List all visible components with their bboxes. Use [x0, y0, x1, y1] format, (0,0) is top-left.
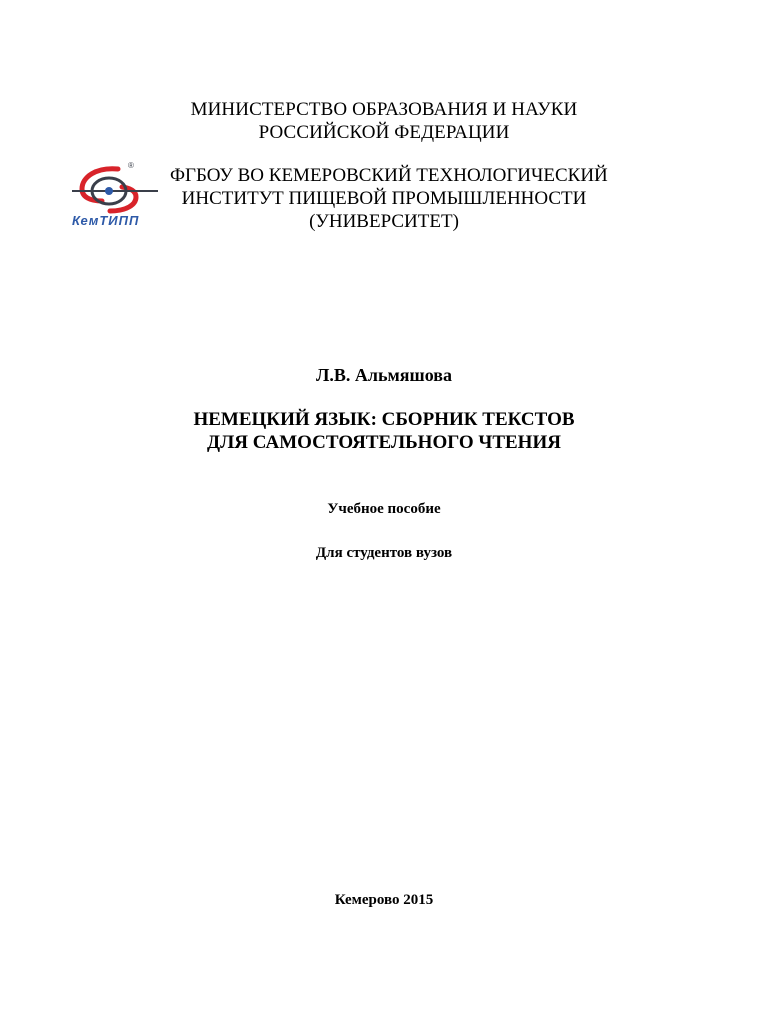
audience-line: Для студентов вузов — [315, 545, 453, 561]
place-year: Кемерово 2015 — [334, 892, 434, 908]
institute-line-3: (УНИВЕРСИТЕТ) — [309, 211, 459, 232]
ministry-line-2: РОССИЙСКОЙ ФЕДЕРАЦИИ — [258, 122, 510, 143]
institute-logo — [66, 163, 162, 231]
book-title-line-1: НЕМЕЦКИЙ ЯЗЫК: СБОРНИК ТЕКСТОВ — [193, 409, 575, 430]
institute-line-2: ИНСТИТУТ ПИЩЕВОЙ ПРОМЫШЛЕННОСТИ — [181, 188, 587, 209]
book-subtitle: Учебное пособие — [327, 501, 441, 517]
institute-line-1: ФГБОУ ВО КЕМЕРОВСКИЙ ТЕХНОЛОГИЧЕСКИЙ — [170, 165, 608, 186]
logo-registered-mark: ® — [128, 161, 134, 170]
book-title-line-2: ДЛЯ САМОСТОЯТЕЛЬНОГО ЧТЕНИЯ — [207, 432, 561, 453]
logo-text: КемТИПП — [72, 213, 140, 228]
ministry-line-1: МИНИСТЕРСТВО ОБРАЗОВАНИЯ И НАУКИ — [190, 99, 578, 120]
author-name: Л.В. Альмяшова — [315, 365, 452, 385]
